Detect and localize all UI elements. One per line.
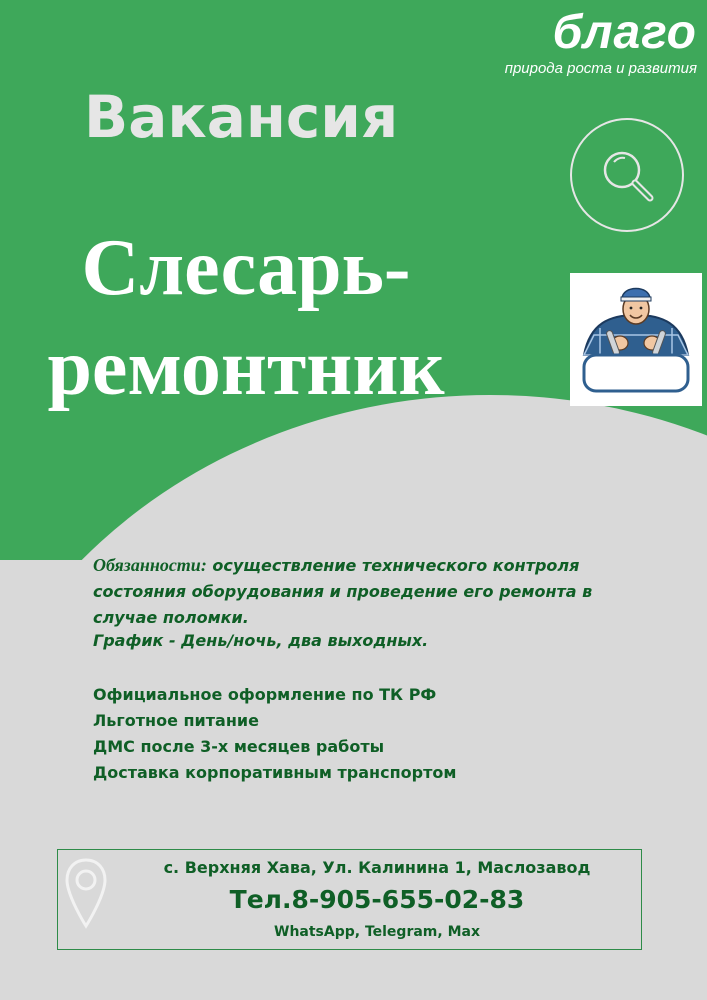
contact-address: с. Верхняя Хава, Ул. Калинина 1, Маслозавод [163,858,591,877]
job-title [36,218,456,418]
mechanic-illustration [570,273,702,406]
benefits-list [93,682,456,786]
brand-logo [505,6,697,78]
contact-box [57,849,642,950]
benefit-item: Официальное оформление по ТК РФ [93,685,437,704]
logo-wordmark: благо [552,6,697,59]
schedule-text: График - День/ночь, два выходных. [93,631,429,650]
duties-text [93,552,633,631]
duties-description: осуществление технического контроля состояния оборудования и проведение его ремонта в случае поломки. [93,556,593,627]
benefit-item: Доставка корпоративным транспортом [93,763,457,782]
search-icon [570,118,684,232]
benefit-item: ДМС после 3-х месяцев работы [93,737,385,756]
job-title-line1: Слесарь- [81,224,411,312]
contact-messengers: WhatsApp, Telegram, Max [274,924,480,940]
duties-label: Обязанности: [93,555,207,575]
vacancy-heading: Вакансия [84,83,399,151]
benefit-item: Льготное питание [93,711,259,730]
contact-phone[interactable]: Тел.8-905-655-02-83 [229,885,525,914]
job-title-line2: ремонтник [47,324,445,412]
logo-tagline: природа роста и развития [504,60,697,77]
